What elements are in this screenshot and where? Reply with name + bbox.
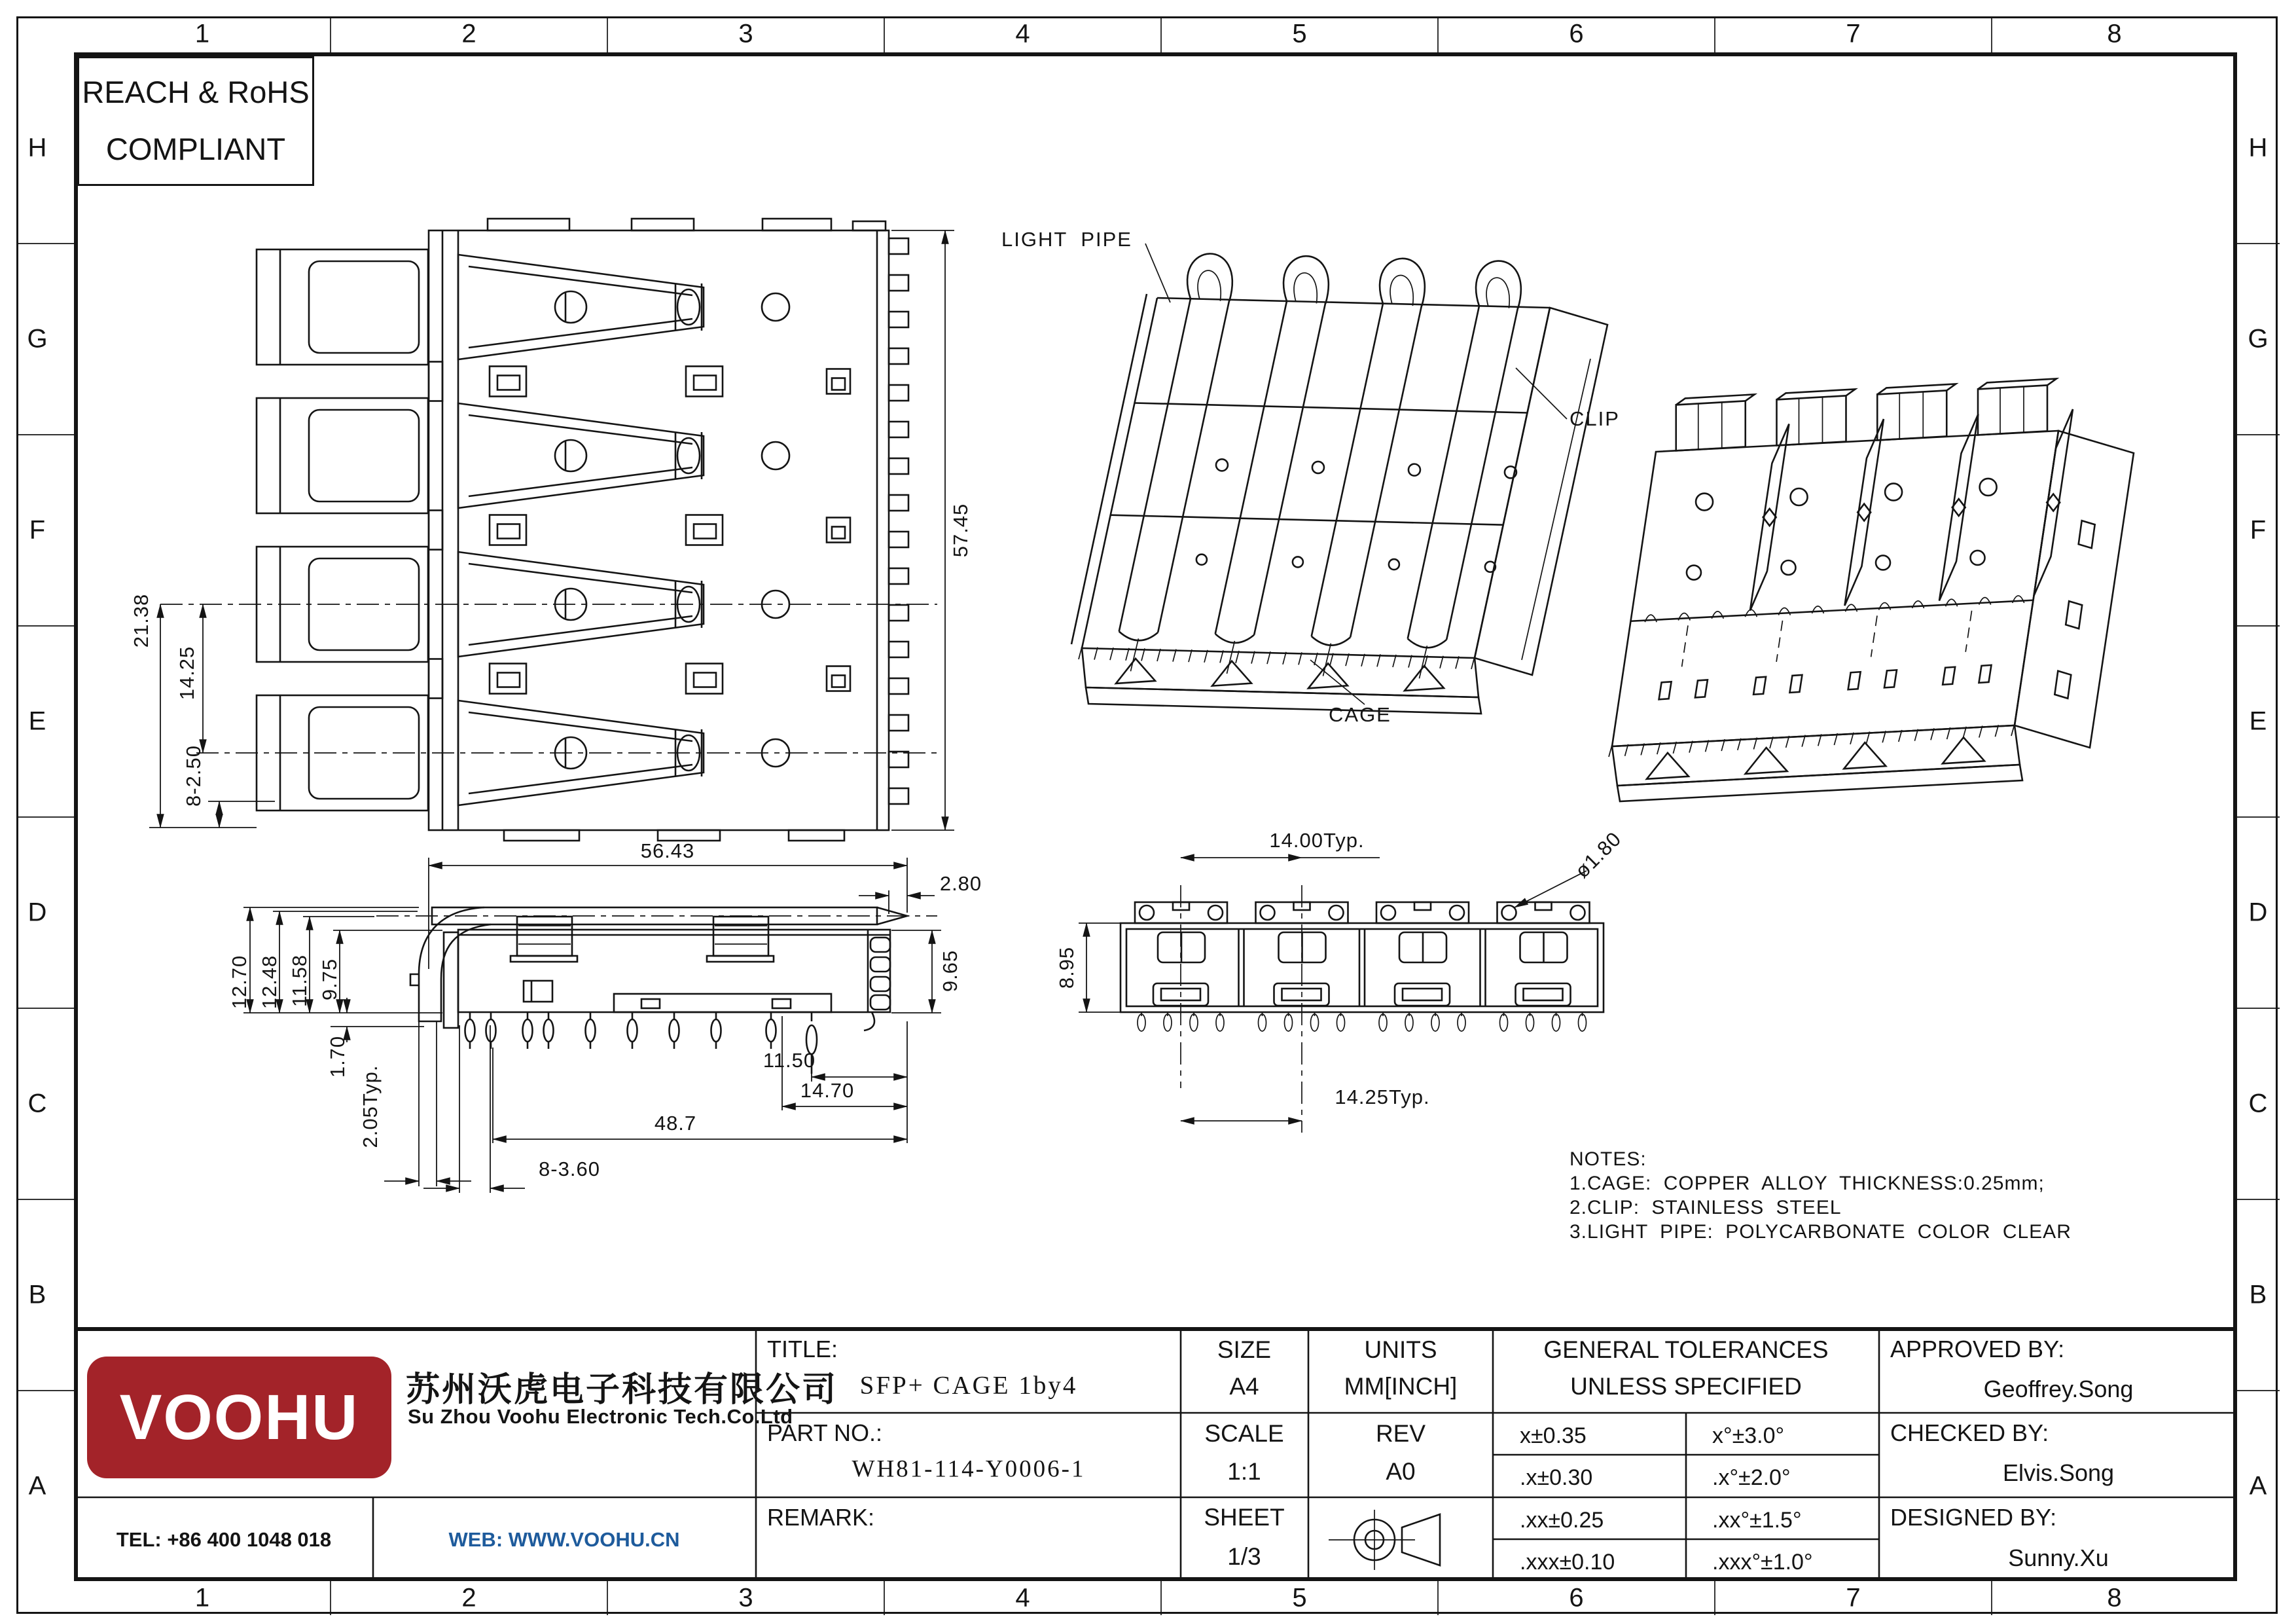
- dim-rear-overall: 57.45: [949, 503, 972, 558]
- grid-col-label-bottom: 6: [1569, 1583, 1584, 1613]
- label-cage: CAGE: [1329, 703, 1391, 726]
- dim-side-d3: 48.7: [654, 1112, 697, 1135]
- dim-side-h1: 12.70: [228, 955, 251, 1010]
- compliance-line2: COMPLIANT: [105, 132, 286, 166]
- dim-side-h2: 12.48: [258, 955, 281, 1010]
- units-value: MM[INCH]: [1344, 1373, 1458, 1400]
- grid-col-label-bottom: 8: [2107, 1583, 2122, 1613]
- grid-col-label-top: 8: [2107, 19, 2122, 48]
- grid-col-label-bottom: 7: [1846, 1583, 1861, 1613]
- grid-col-label-bottom: 3: [738, 1583, 753, 1613]
- notes-block: [1570, 1147, 2072, 1244]
- dim-front-pitch-top: 14.00Typ.: [1269, 829, 1365, 852]
- tolerance-cell: .x±0.30: [1520, 1465, 1593, 1491]
- grid-row-label-right: D: [2248, 898, 2268, 927]
- scale-label: SCALE: [1204, 1420, 1284, 1447]
- dim-side-overall: 56.43: [640, 839, 695, 862]
- tolerance-cell: x°±3.0°: [1712, 1423, 1785, 1448]
- company-web[interactable]: WEB: WWW.VOOHU.CN: [448, 1528, 680, 1551]
- grid-row-label-left: D: [27, 898, 47, 927]
- tolerance-cell: .xxx°±1.0°: [1712, 1549, 1813, 1575]
- tolerance-cell: .x°±2.0°: [1712, 1465, 1791, 1491]
- dim-front-hole-dia: ø1.80: [1570, 827, 1626, 883]
- dim-side-h3: 11.58: [288, 954, 311, 1008]
- part-label: PART NO.:: [767, 1419, 883, 1446]
- checked-label: CHECKED BY:: [1890, 1419, 2049, 1446]
- remark-label: REMARK:: [767, 1504, 875, 1531]
- rev-value: A0: [1386, 1458, 1416, 1485]
- grid-row-label-right: E: [2249, 706, 2267, 736]
- dim-side-holes: 8-3.60: [539, 1158, 600, 1180]
- approved-label: APPROVED BY:: [1890, 1336, 2065, 1362]
- grid-row-label-right: A: [2249, 1471, 2267, 1500]
- sheet-value: 1/3: [1227, 1543, 1261, 1570]
- tolerance-header1: GENERAL TOLERANCES: [1543, 1336, 1829, 1363]
- grid-row-label-left: A: [28, 1471, 46, 1500]
- grid-col-label-top: 3: [738, 19, 753, 48]
- grid-col-label-top: 4: [1015, 19, 1030, 48]
- grid-col-label-bottom: 1: [194, 1583, 210, 1613]
- company-name-en: Su Zhou Voohu Electronic Tech.Co.Ltd: [408, 1405, 793, 1428]
- tolerance-cell: .xxx±0.10: [1520, 1549, 1615, 1575]
- grid-row-label-left: H: [27, 133, 47, 162]
- grid-col-label-bottom: 2: [461, 1583, 476, 1613]
- title-label: TITLE:: [767, 1336, 838, 1362]
- grid-col-label-bottom: 5: [1292, 1583, 1307, 1613]
- company-logo-text: VOOHU: [119, 1381, 359, 1453]
- designed-value: Sunny.Xu: [2008, 1544, 2109, 1571]
- grid-row-label-right: H: [2248, 133, 2268, 162]
- dim-front-height: 8.95: [1055, 946, 1078, 989]
- note-line: 3.LIGHT PIPE: POLYCARBONATE COLOR CLEAR: [1570, 1221, 2072, 1243]
- size-label: SIZE: [1217, 1336, 1272, 1363]
- dim-rear-slots: 8-2.50: [182, 745, 205, 807]
- dim-side-h5: 9.65: [939, 949, 961, 993]
- dim-front-pitch-bottom: 14.25Typ.: [1335, 1085, 1430, 1108]
- part-value: WH81-114-Y0006-1: [852, 1455, 1086, 1483]
- title-value: SFP+ CAGE 1by4: [859, 1371, 1078, 1400]
- dim-side-pin: 1.70: [326, 1035, 349, 1078]
- grid-row-label-left: B: [28, 1280, 46, 1309]
- rev-label: REV: [1375, 1420, 1426, 1447]
- dim-side-d1: 11.50: [762, 1049, 816, 1072]
- grid-col-label-top: 2: [461, 19, 476, 48]
- dim-side-pin-pitch: 2.05Typ.: [359, 1065, 382, 1148]
- checked-value: Elvis.Song: [2002, 1459, 2115, 1486]
- label-clip: CLIP: [1570, 407, 1620, 430]
- scale-value: 1:1: [1227, 1458, 1261, 1485]
- approved-value: Geoffrey.Song: [1983, 1376, 2134, 1402]
- grid-col-label-top: 6: [1569, 19, 1584, 48]
- note-line: 1.CAGE: COPPER ALLOY THICKNESS:0.25mm;: [1570, 1173, 2045, 1194]
- grid-row-label-right: G: [2248, 324, 2269, 354]
- grid-row-label-right: B: [2249, 1280, 2267, 1309]
- grid-row-label-right: F: [2250, 515, 2267, 545]
- dim-rear-pitch: 14.25: [175, 646, 198, 701]
- grid-row-label-left: F: [29, 515, 46, 545]
- company-name-cn: 苏州沃虎电子科技有限公司: [406, 1371, 838, 1409]
- designed-label: DESIGNED BY:: [1890, 1504, 2057, 1531]
- grid-row-label-left: E: [28, 706, 46, 736]
- grid-col-label-top: 1: [194, 19, 210, 48]
- grid-row-label-right: C: [2248, 1089, 2268, 1118]
- grid-row-label-left: G: [27, 324, 48, 354]
- tolerance-header2: UNLESS SPECIFIED: [1570, 1373, 1802, 1400]
- tolerance-cell: .xx±0.25: [1520, 1507, 1604, 1533]
- company-logo: [87, 1357, 391, 1478]
- label-light-pipe: LIGHT PIPE: [1001, 228, 1132, 251]
- dim-rear-center: 21.38: [130, 593, 152, 648]
- grid-row-label-left: C: [27, 1089, 47, 1118]
- grid-col-label-bottom: 4: [1015, 1583, 1030, 1613]
- size-value: A4: [1229, 1373, 1259, 1400]
- dim-side-offset: 2.80: [939, 872, 982, 895]
- grid-col-label-top: 5: [1292, 19, 1307, 48]
- note-line: 2.CLIP: STAINLESS STEEL: [1570, 1197, 1842, 1218]
- tolerance-cell: x±0.35: [1520, 1423, 1587, 1448]
- tolerance-cell: .xx°±1.5°: [1712, 1507, 1802, 1533]
- compliance-line1: REACH & RoHS: [82, 75, 310, 110]
- compliance-box: [77, 56, 314, 186]
- grid-col-label-top: 7: [1846, 19, 1861, 48]
- units-label: UNITS: [1364, 1336, 1437, 1363]
- dim-side-h4: 9.75: [318, 958, 341, 1001]
- sheet-label: SHEET: [1204, 1504, 1285, 1531]
- company-tel: TEL: +86 400 1048 018: [116, 1528, 332, 1551]
- notes-heading: NOTES:: [1570, 1148, 1647, 1170]
- dim-side-d2: 14.70: [800, 1079, 855, 1102]
